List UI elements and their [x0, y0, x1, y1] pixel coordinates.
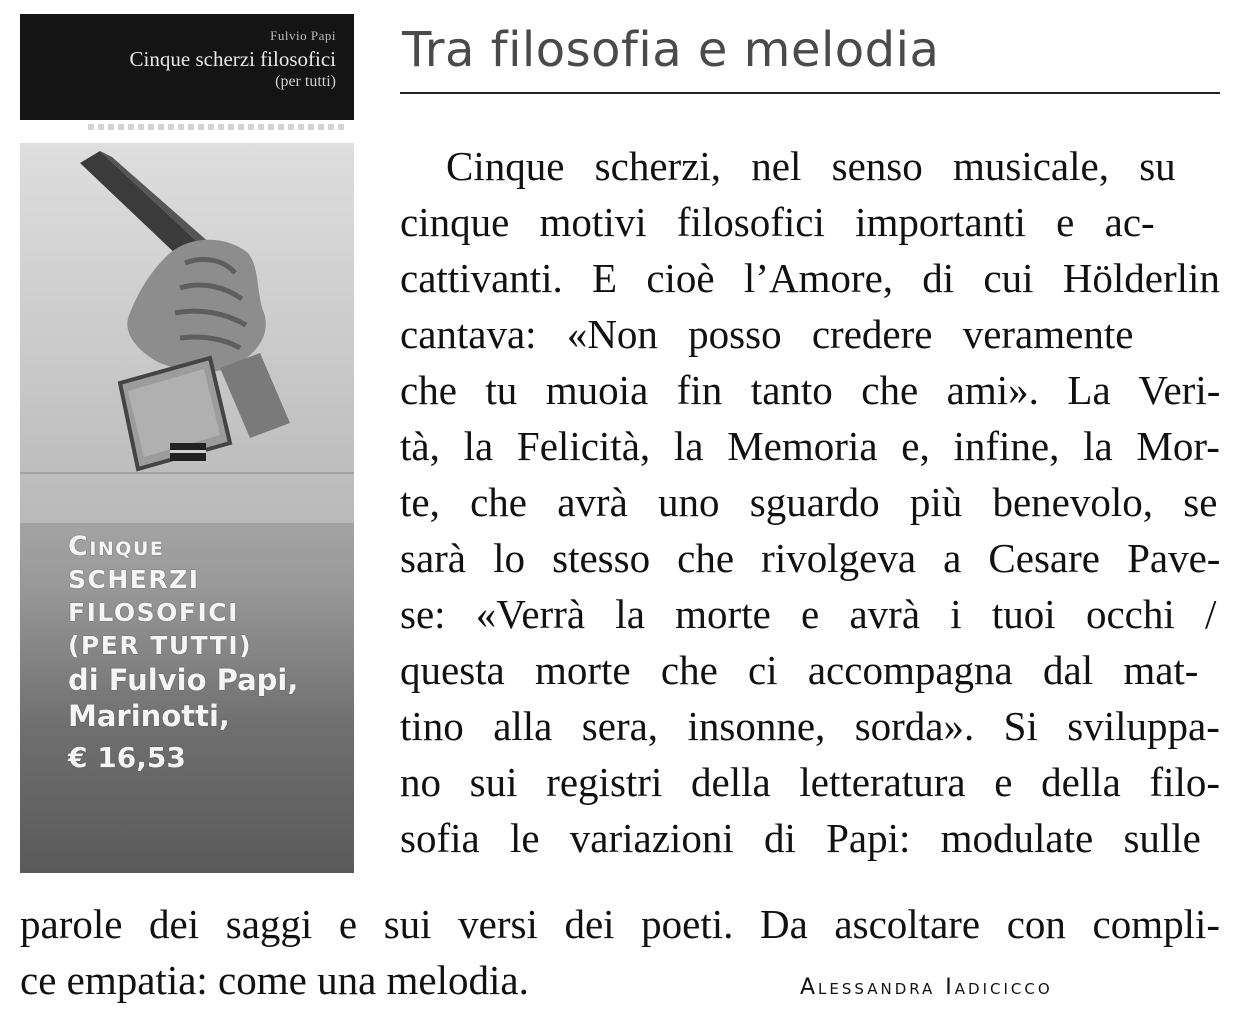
article-headline: Tra filosofia e melodia [402, 22, 940, 78]
hand-holding-box-illustration [20, 143, 354, 523]
article-line: cantava: «Non posso credere veramente [400, 311, 1134, 357]
article-line: cattivanti. E cioè l’Amore, di cui Hölderlin [400, 255, 1220, 301]
book-publisher: Marinotti, [68, 699, 230, 733]
book-title-line: SCHERZI [68, 565, 200, 594]
cover-author: Fulvio Papi [270, 28, 336, 43]
book-title-line: (PER TUTTI) [68, 631, 253, 660]
article-line: tino alla sera, insonne, sorda». Si sviluppa- [400, 703, 1220, 749]
book-info [68, 530, 338, 778]
article-line: parole dei saggi e sui versi dei poeti. Da ascoltare con compli- [20, 901, 1221, 947]
cover-publisher-strip [88, 124, 348, 130]
book-price: € 16,53 [68, 741, 186, 774]
article-line: no sui registri della letteratura e della filo- [400, 759, 1221, 805]
book-title-line: Cinque [68, 531, 165, 562]
article-line: questa morte che ci accompagna dal mat- [400, 647, 1199, 693]
article-line: sofia le variazioni di Papi: modulate sulle [400, 815, 1201, 861]
book-cover-header [20, 14, 354, 120]
article-line: che tu muoia fin tanto che ami». La Veri- [400, 367, 1221, 413]
book-title-line: FILOSOFICI [68, 598, 239, 627]
article-line: se: «Verrà la morte e avrà i tuoi occhi / [400, 591, 1217, 637]
headline-divider [400, 92, 1220, 94]
article-line: ce empatia: come una melodia. [20, 957, 529, 1003]
cover-subtitle: (per tutti) [275, 73, 336, 90]
article-line: cinque motivi filosofici importanti e ac- [400, 199, 1155, 245]
article-line: tà, la Felicità, la Memoria e, infine, la Mor- [400, 423, 1220, 469]
article-line: te, che avrà uno sguardo più benevolo, se [400, 479, 1218, 525]
article-line: Cinque scherzi, nel senso musicale, su [446, 143, 1176, 189]
article-line: sarà lo stesso che rivolgeva a Cesare Pave- [400, 535, 1221, 581]
article-byline: Alessandra Iadicicco [800, 975, 1053, 1000]
cover-title: Cinque scherzi filosofici [129, 47, 336, 71]
book-author: di Fulvio Papi, [68, 663, 299, 697]
